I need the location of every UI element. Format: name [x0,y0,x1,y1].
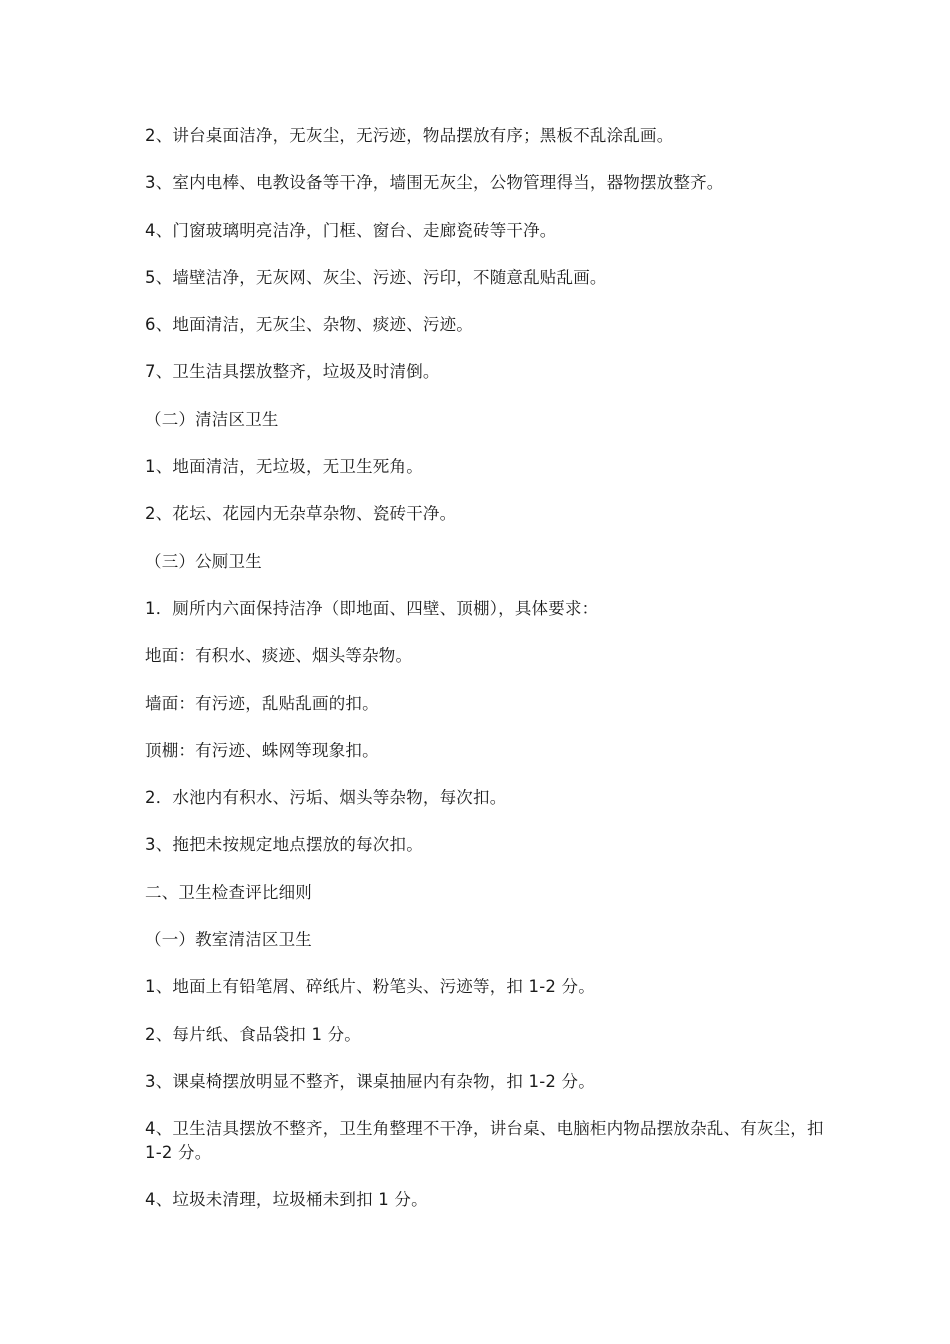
paragraph-rule-paper: 2、每片纸、食品袋扣 1 分。 [145,1024,361,1044]
paragraph-flowerbeds: 2、花坛、花园内无杂草杂物、瓷砖干净。 [145,504,457,524]
paragraph-rule-desks: 3、课桌椅摆放明显不整齐，课桌抽屉内有杂物，扣 1-2 分。 [145,1071,595,1091]
paragraph-area-floor: 1、地面清洁，无垃圾，无卫生死角。 [145,457,423,477]
section-heading-cleaning-area: （二）清洁区卫生 [145,409,279,429]
paragraph-sink: 2．水池内有积水、污垢、烟头等杂物，每次扣。 [145,788,507,808]
paragraph-podium-cleanliness: 2、讲台桌面洁净，无灰尘，无污迹，物品摆放有序；黑板不乱涂乱画。 [145,126,674,145]
paragraph-floor: 6、地面清洁，无灰尘、杂物、痰迹、污迹。 [145,315,473,335]
paragraph-toilet-six-surfaces: 1．厕所内六面保持洁净（即地面、四壁、顶棚），具体要求： [145,598,599,618]
paragraph-rule-tools: 4、卫生洁具摆放不整齐，卫生角整理不干净，讲台桌、电脑柜内物品摆放杂乱、有灰尘，扣 1-2 分。 [145,1119,824,1163]
paragraph-walls: 5、墙壁洁净，无灰网、灰尘、污迹、污印，不随意乱贴乱画。 [145,267,607,287]
section-heading-classroom-area: （一）教室清洁区卫生 [145,930,312,950]
paragraph-toilet-wall: 墙面：有污迹，乱贴乱画的扣。 [145,693,379,713]
section-heading-toilets: （三）公厕卫生 [145,551,262,571]
paragraph-cleaning-tools: 7、卫生洁具摆放整齐，垃圾及时清倒。 [145,362,440,382]
paragraph-rule-garbage: 4、垃圾未清理，垃圾桶未到扣 1 分。 [145,1190,428,1210]
section-heading-inspection-rules: 二、卫生检查评比细则 [145,882,312,902]
paragraph-toilet-floor: 地面：有积水、痰迹、烟头等杂物。 [145,646,413,666]
paragraph-toilet-ceiling: 顶棚：有污迹、蛛网等现象扣。 [145,740,379,760]
paragraph-rule-floor-debris: 1、地面上有铅笔屑、碎纸片、粉笔头、污迹等，扣 1-2 分。 [145,977,595,997]
paragraph-mop: 3、拖把未按规定地点摆放的每次扣。 [145,835,423,855]
document-body [145,124,825,1236]
paragraph-equipment-cleanliness: 3、室内电棒、电教设备等干净，墙围无灰尘，公物管理得当，器物摆放整齐。 [145,173,724,193]
paragraph-windows-doors: 4、门窗玻璃明亮洁净，门框、窗台、走廊瓷砖等干净。 [145,220,557,240]
